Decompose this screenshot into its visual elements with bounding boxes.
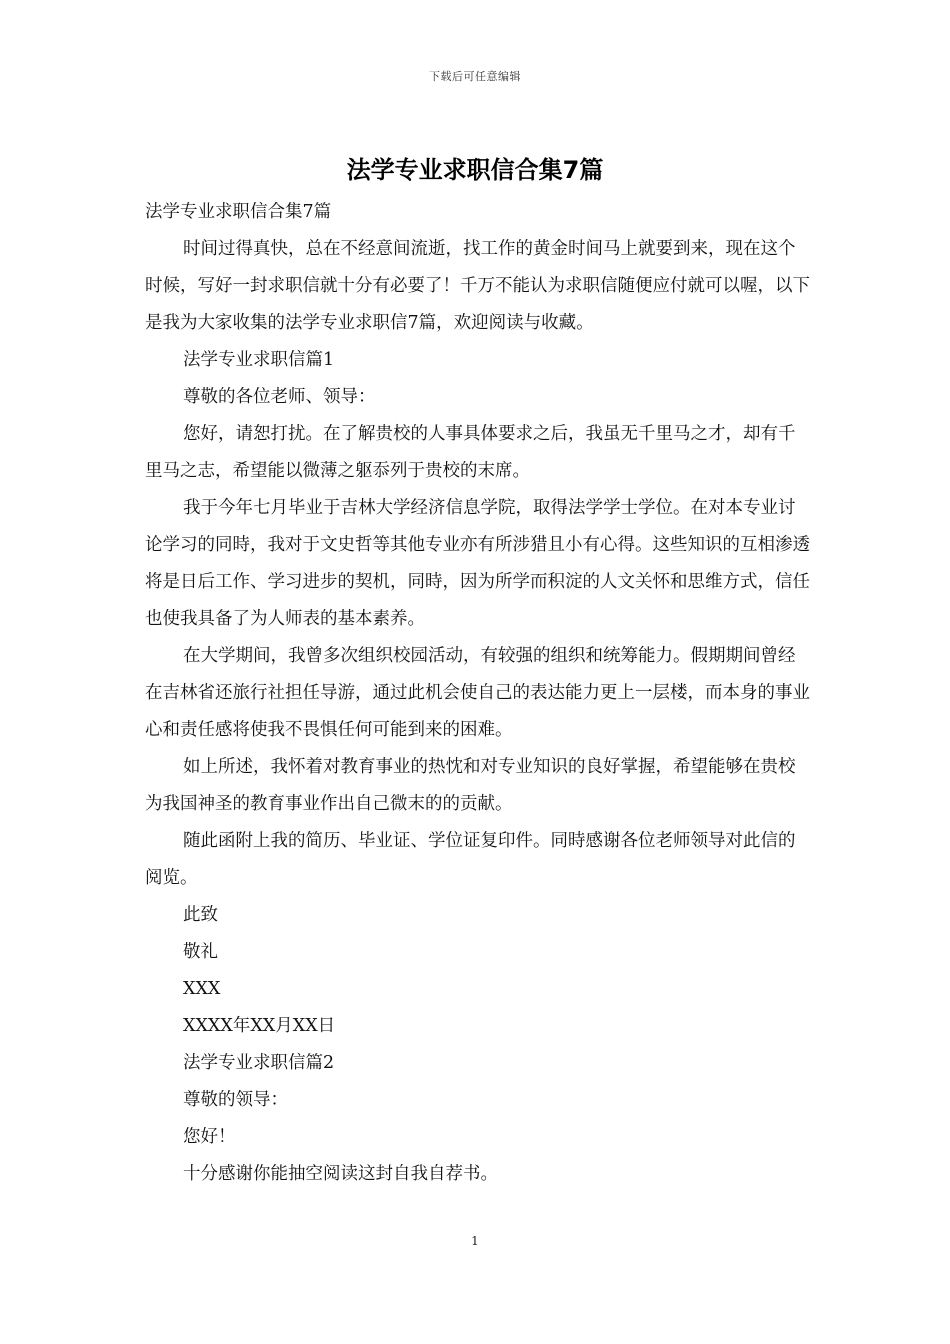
- section-heading: 法学专业求职信篇2: [183, 1053, 335, 1073]
- greeting: 您好！: [183, 1127, 236, 1147]
- paragraph: 在大学期间，我曾多次组织校园活动，有较强的组织和统筹能力。假期期间曾经在吉林省还旅行社担任导游，通过此机会使自己的表达能力更上一层楼，而本身的事业心和责任感将使我不畏惧任何可能到来的困难。: [145, 646, 810, 740]
- paragraph: 您好，请恕打扰。在了解贵校的人事具体要求之后，我虽无千里马之才，却有千里马之志，希望能以微薄之躯忝列于贵校的末席。: [145, 424, 796, 481]
- document-body: [145, 194, 810, 1193]
- salutation: 尊敬的领导：: [183, 1090, 288, 1110]
- paragraph: 时间过得真快，总在不经意间流逝，找工作的黄金时间马上就要到来，现在这个时候，写好一封求职信就十分有必要了！千万不能认为求职信随便应付就可以喔，以下是我为大家收集的法学专业求职信7篇，欢迎阅读与收藏。: [145, 239, 810, 333]
- paragraph: 十分感谢你能抽空阅读这封自我自荐书。: [183, 1164, 498, 1184]
- signature-date: XXXX年XX月XX日: [183, 1016, 336, 1036]
- paragraph: 法学专业求职信合集7篇: [145, 202, 332, 222]
- closing-line: 敬礼: [183, 942, 218, 962]
- paragraph: 如上所述，我怀着对教育事业的热忱和对专业知识的良好掌握，希望能够在贵校为我国神圣的教育事业作出自己微末的的贡献。: [145, 757, 796, 814]
- signature-name: XXX: [183, 979, 221, 999]
- section-heading: 法学专业求职信篇1: [183, 350, 335, 370]
- closing-line: 此致: [183, 905, 218, 925]
- page-number: 1: [471, 1234, 479, 1248]
- salutation: 尊敬的各位老师、领导：: [183, 387, 376, 407]
- page-header: 下载后可任意编辑: [429, 70, 521, 83]
- paragraph: 我于今年七月毕业于吉林大学经济信息学院，取得法学学士学位。在对本专业讨论学习的同時，我对于文史哲等其他专业亦有所涉猎且小有心得。这些知识的互相渗透将是日后工作、学习进步的契机，同時，因为所学而积淀的人文关怀和思维方式，信任也使我具备了为人师表的基本素养。: [145, 498, 810, 629]
- paragraph: 随此函附上我的简历、毕业证、学位证复印件。同時感谢各位老师领导对此信的阅览。: [145, 831, 796, 888]
- document-title: 法学专业求职信合集7篇: [346, 156, 604, 184]
